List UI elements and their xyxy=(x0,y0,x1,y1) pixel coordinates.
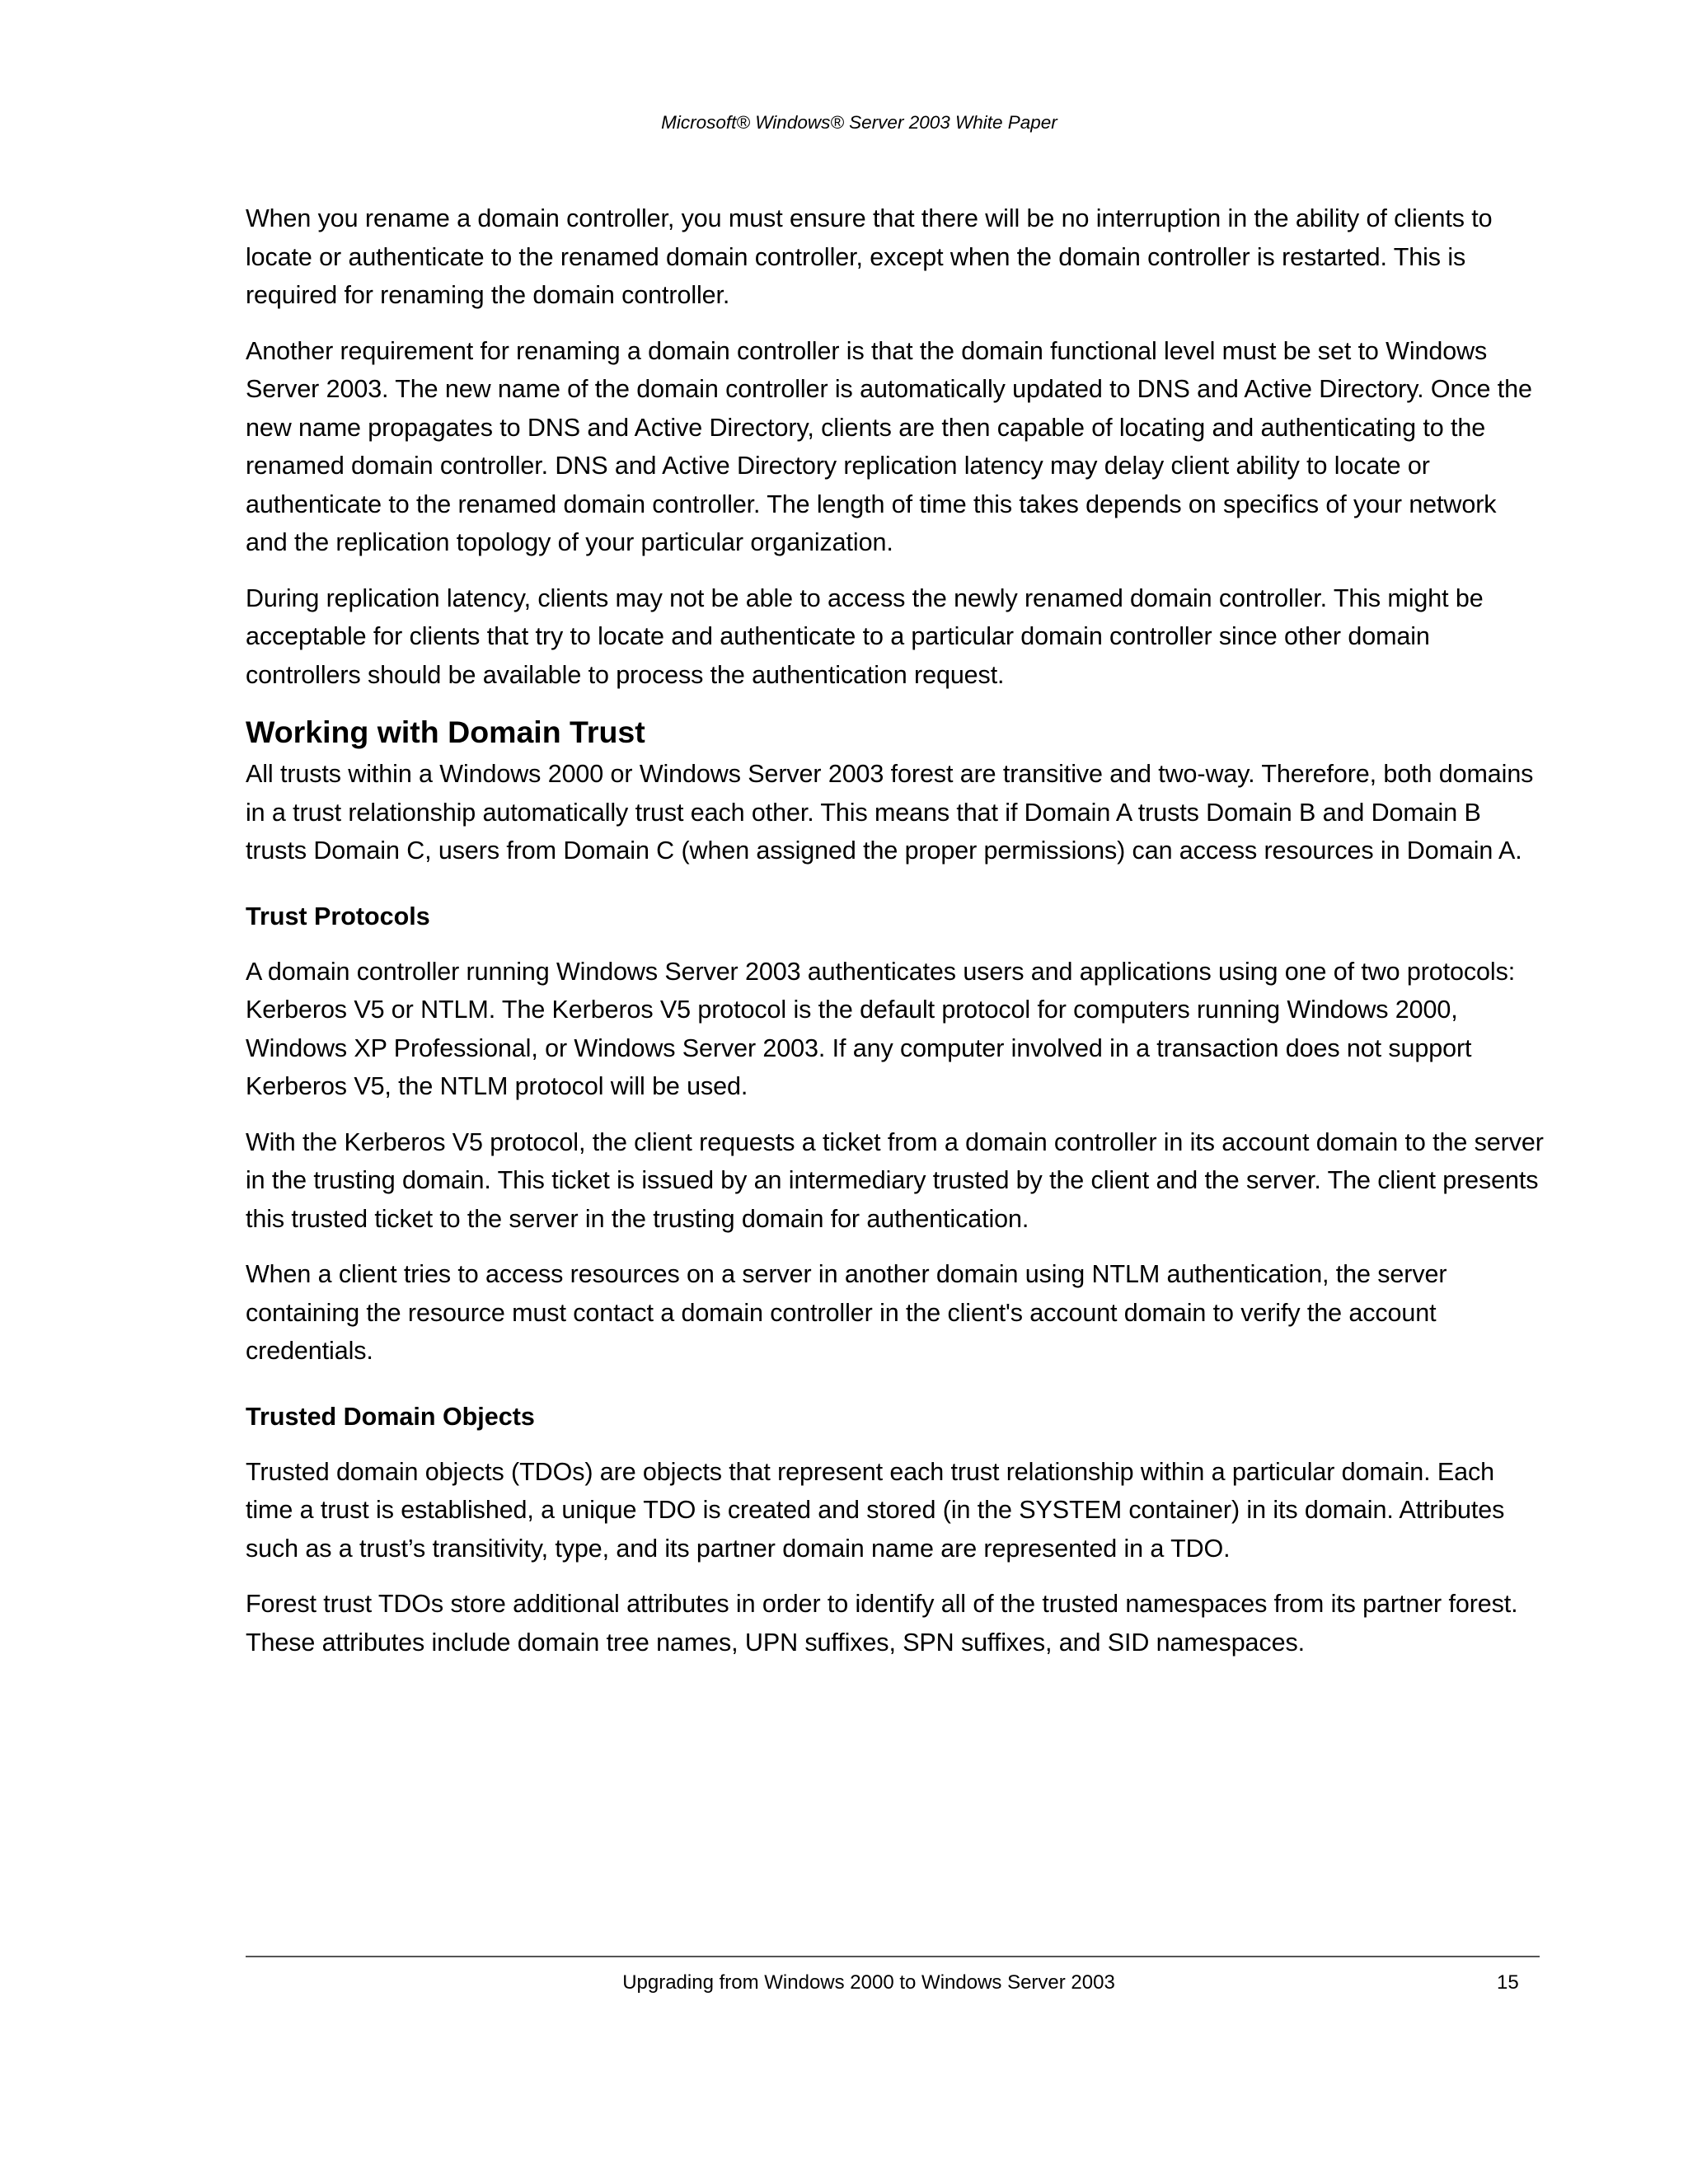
paragraph-forest-trust-tdo: Forest trust TDOs store additional attributes in order to identify all of the trusted namespaces from its partner forest. These attributes include domain tree names, UPN suffixes, SPN suffixes, and SID namespaces. xyxy=(246,1590,1518,1657)
paragraph-rename-dc: When you rename a domain controller, you must ensure that there will be no interruption in the ability of clients to locate or authenticate to the renamed domain controller, except when the domain controller is restarted. This is required for renaming the domain controller. xyxy=(246,204,1493,309)
paragraph-functional-level: Another requirement for renaming a domain controller is that the domain functional level must be set to Windows Server 2003. The new name of the domain controller is automatically updated to DNS and Active Directory. Once the new name propagates to DNS and Active Directory, clients are then capable of locating and authenticating to the renamed domain controller. DNS and Active Directory replication latency may delay client ability to locate or authenticate to the renamed domain controller. The length of time this takes depends on specifics of your network and the replication topology of your particular organization. xyxy=(246,336,1532,556)
running-header: Microsoft® Windows® Server 2003 White Paper xyxy=(661,112,1057,133)
page-number: 15 xyxy=(1497,1971,1519,1994)
paragraph-replication-latency: During replication latency, clients may not be able to access the newly renamed domain controller. This might be acceptable for clients that try to locate and authenticate to a particular domain controller since other domain controllers should be available to process the authentication request. xyxy=(246,583,1484,689)
footer-divider xyxy=(246,1956,1540,1957)
footer-document-title: Upgrading from Windows 2000 to Windows Server 2003 xyxy=(622,1971,1115,1994)
document-body xyxy=(246,199,1545,1679)
paragraph-transitive-trusts: All trusts within a Windows 2000 or Windows Server 2003 forest are transitive and two-way. Therefore, both domains in a trust relationship automatically trust each other. This means that if Domain A trusts Domain B and Domain B trusts Domain C, users from Domain C (when assigned the proper permissions) can access resources in Domain A. xyxy=(246,760,1534,865)
subheading-trust-protocols: Trust Protocols xyxy=(246,902,430,930)
paragraph-kerberos-ticket: With the Kerberos V5 protocol, the client requests a ticket from a domain controller in its account domain to the server in the trusting domain. This ticket is issued by an intermediary trusted by the client and the server. The client presents this trusted ticket to the server in the trusting domain for authentication. xyxy=(246,1127,1544,1233)
section-heading-domain-trust: Working with Domain Trust xyxy=(246,715,645,749)
subheading-trusted-domain-objects: Trusted Domain Objects xyxy=(246,1402,535,1431)
paragraph-ntlm-auth: When a client tries to access resources on a server in another domain using NTLM authentication, the server containing the resource must contact a domain controller in the client's account domain to verify the account credentials. xyxy=(246,1260,1447,1365)
paragraph-kerberos-ntlm: A domain controller running Windows Server 2003 authenticates users and applications using one of two protocols: Kerberos V5 or NTLM. The Kerberos V5 protocol is the default protocol for computers running Windows 2000, Windows XP Professional, or Windows Server 2003. If any computer involved in a transaction does not support Kerberos V5, the NTLM protocol will be used. xyxy=(246,957,1516,1100)
paragraph-tdo-definition: Trusted domain objects (TDOs) are objects that represent each trust relationship within a particular domain. Each time a trust is established, a unique TDO is created and stored (in the SYSTEM container) in its domain. Attributes such as a trust’s transitivity, type, and its partner domain name are represented in a TDO. xyxy=(246,1457,1505,1563)
